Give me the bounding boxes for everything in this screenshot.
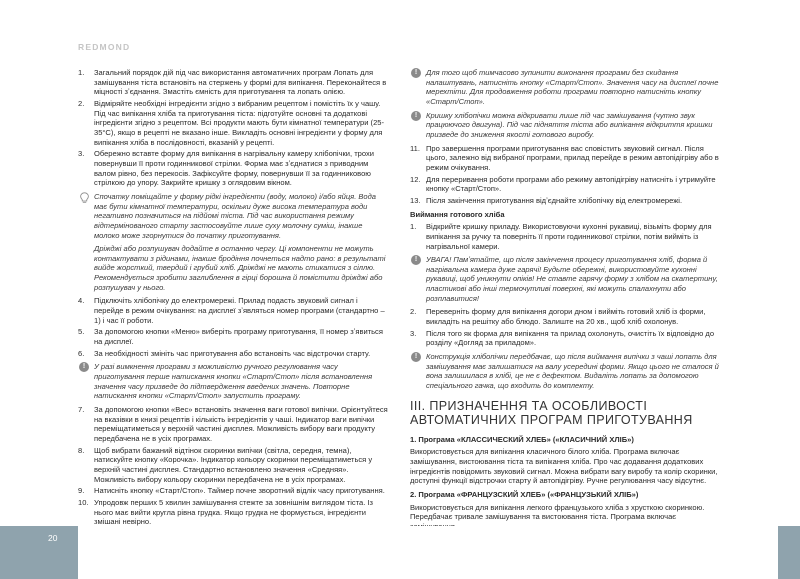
info-icon: ! <box>411 68 421 78</box>
remove-step-2: 2. Переверніть форму для випікання догори дном і вийміть готовий хліб із форми, викладіть на решітку або блюдо. Залиште на 20 хв., щоб хліб охолонув. <box>410 307 706 327</box>
info-icon: ! <box>79 362 89 372</box>
warning-paragraph: УВАГА! Памʼятайте, що після закінчення процесу приготування хліб, форма й нагрівальна камера дуже гарячі! Будьте обережні, використовуйте кухонні рукавиці, щоб уникнути опіків! Не ставте гарячу форму з хлібом на скатертину, пластикові або інші термочутливі поверхні, які можуть спалахнути або розплавитися! <box>426 255 718 303</box>
remove-step-3: 3. Після того як форма для випікання та прилад охолонуть, очистіть їх відповідно до розділу «Догляд за приладом». <box>410 328 715 348</box>
pause-note <box>410 68 723 107</box>
right-column <box>410 68 723 535</box>
program-2-text: Використовується для випікання легкого французького хліба з хрусткою скоринкою. Передбачає тривале замішування та вистоювання тіста. Програма включає <box>410 502 705 522</box>
step-2: 2. Відміряйте необхідні інгредієнти згідно з вибраним рецептом і помістіть їх у чашу. Під час випікання хліба та приготування тіста: підготуйте основні та додаткові інгредієнти згідно з рецептом. Всі продукти мають бути кімнатної температури (25-35°C), якщо в рецепті не вказано інше. Викладіть основні інгредієнти у форму для випікання хліба в послідовності, вказаній у рецепті. <box>78 98 384 147</box>
step-13: 13. Після закінчення приготування відʼєднайте хлібопічку від електромережі. <box>410 195 683 205</box>
step-7: 7. За допомогою кнопки «Вес» встановіть значення ваги готової випічки. Орієнтуйтеся на вказівки в книзі рецептів і кількість інгредієнтів у чаші. Індикатор ваги випічки переміщатиметься у верхній частині дисплея. Можливість вибору ваги продукту передбачена не в усіх програмах. <box>78 405 388 443</box>
section-title: III. ПРИЗНАЧЕННЯ ТА ОСОБЛИВОСТІ АВТОМАТИЧНИХ ПРОГРАМ ПРИГОТУВАННЯ <box>410 398 693 428</box>
info-icon: ! <box>411 352 421 362</box>
tip-paragraph-2: Дріжджі або розпушувач додайте в останню чергу. Ці компоненти не можуть контактувати з рідинами, інакше бродіння почнеться надто рано: в результаті вийде жорсткий, твердий і грубий хліб. Дріжджі не мають стикатися з сіллю. Рекомендується зробити заглиблення в гірці борошна й помістити дріжджі або розпушувач у нього. <box>94 244 386 292</box>
footer-right-bar <box>778 526 800 579</box>
info-icon: ! <box>411 111 421 121</box>
info-note <box>78 362 388 401</box>
lid-note <box>410 111 723 140</box>
step-8: 8. Щоб вибрати бажаний відтінок скоринки випічки (світла, середня, темна), натискуйте кнопку «Корочка». Індикатор кольору скоринки переміщатиметься у верхній частині дисплея. Стандартно встановлено значення «Средняя». Можливість вибору кольору скоринки передбачена не в усіх програмах. <box>78 445 373 484</box>
step-1: 1. Загальний порядок дій під час використання автоматичних програм Лопать для замішування тіста встановіть на стержень у формі для випікання. Переконайтеся в міцності зʼєднання. Змастіть ємність для приготування та лопать олією. <box>78 68 387 97</box>
tip-paragraph-1: Спочатку поміщайте у форму рідкі інгредієнти (воду, молоко) і/або яйця. Вода має бути кімнатної температури, оскільки дуже висока температура води негативно позначиться на підйомі тіста. Під час використання режиму відтермінованого старту застосовуйте лише суху молочну суміш, інакше молоко може згорнутися до початку приготування. <box>94 191 377 240</box>
paddle-paragraph: Конструкція хлібопічки передбачає, що після виймання випічки з чаші лопать для замішування має залишатися на валу усередині форми. Якщо цього не сталося й вона залишилася в хлібі, це не є дефектом. Видаліть лопать за допомогою спеціального гачка, що входить до комплекту. <box>426 352 719 391</box>
tip-note <box>78 192 388 293</box>
page-number: 20 <box>48 533 58 543</box>
page-footer <box>0 526 800 579</box>
left-column <box>78 68 388 529</box>
remove-step-1: 1. Відкрийте кришку приладу. Використовуючи кухонні рукавиці, візьміть форму для випікання за ручку та поверніть її проти годинникової стрілки, потім вийміть із нагрівальної камери. <box>410 222 712 251</box>
pause-paragraph: Для того щоб тимчасово зупинити виконання програми без скидання налаштувань, натисніть кнопку «Старт/Стоп». Значення часу на дисплеї почне мерехтіти. Для продовження роботи програми повторно натисніть кнопку «Старт/Стоп». <box>426 68 719 106</box>
info-paragraph: У разі вимкнення програми з можливістю ручного регулювання часу приготування перше натискання кнопки «Старт/Стоп» після встановлення значення часу призведе до підтвердження введених значень. Повторне натискання кнопки «Старт/Стоп» запустить програму. <box>94 362 373 401</box>
lightbulb-icon <box>79 192 90 204</box>
step-5: 5. За допомогою кнопки «Меню» виберіть програму приготування, її номер зʼявиться на дисплеї. <box>78 327 383 347</box>
step-11: 11. Про завершення програми приготування вас сповістить звуковий сигнал. Після цього, залежно від вибраної програми, прилад перейде в режим автопідігріву або в режим очікування. <box>410 143 719 172</box>
lid-paragraph: Кришку хлібопічки можна відкривати лише під час замішування (чутно звук працюючого двигуна). Під час підняття тіста або випікання відкриття кришки призведе до зниження якості готового виробу. <box>426 110 713 139</box>
program-1-text: Використовується для випікання класичного білого хліба. Програма включає замішування, вистоювання тіста та випікання хліба. Про час додавання додаткових інгредієнтів повідомить звуковий сигнал. Можна вибрати вагу виробу та колір скоринки, доступні функції відстрочки старту й автопідігріву. Ручне регулювання часу відсутнє. <box>410 447 718 486</box>
step-3: 3. Обережно вставте форму для випікання в нагрівальну камеру хлібопічки, трохи повернувши її проти годинникової стрілки. Форма має зʼєднатися з приводним валом рівно, без перекосів. Зафіксуйте форму, повернувши її за годинниковою стрілкою до упору. Закрийте кришку з оглядовим вікном. <box>78 149 374 188</box>
step-4: 4. Підключіть хлібопічку до електромережі. Прилад подасть звуковий сигнал і перейде в режим очікування: на дисплеї зʼявляться номер програми (стандартно – 1) і час її роботи. <box>78 296 385 325</box>
step-12: 12. Для переривання роботи програми або режиму автопідігріву натисніть і утримуйте кнопку «Старт/Стоп». <box>410 174 716 194</box>
warning-note <box>410 255 723 303</box>
paddle-note <box>410 352 723 391</box>
step-10: 10. Упродовж перших 5 хвилин замішування стежте за зовнішнім виглядом тіста. Із нього має вийти кругла рівна грудка. Якщо грудка не формується, інгредієнти змішані невірно. <box>78 497 373 527</box>
step-9: 9. Натисніть кнопку «Старт/Стоп». Таймер почне зворотний відлік часу приготування. <box>78 486 385 496</box>
warning-icon: ! <box>411 255 421 265</box>
program-1-heading: 1. Програма «КЛАССИЧЕСКИЙ ХЛЕБ» («КЛАСИЧНИЙ ХЛІБ») <box>410 434 634 444</box>
page-number-box <box>0 526 78 579</box>
brand-logo: REDMOND <box>78 42 131 52</box>
removing-bread-heading: Виймання готового хліба <box>410 209 505 219</box>
step-6: 6. За необхідності змініть час приготування або встановіть час відстрочки старту. <box>78 348 371 358</box>
program-2-heading: 2. Програма «ФРАНЦУЗСКИЙ ХЛЕБ» («ФРАНЦУЗЬКИЙ ХЛІБ») <box>410 489 639 499</box>
